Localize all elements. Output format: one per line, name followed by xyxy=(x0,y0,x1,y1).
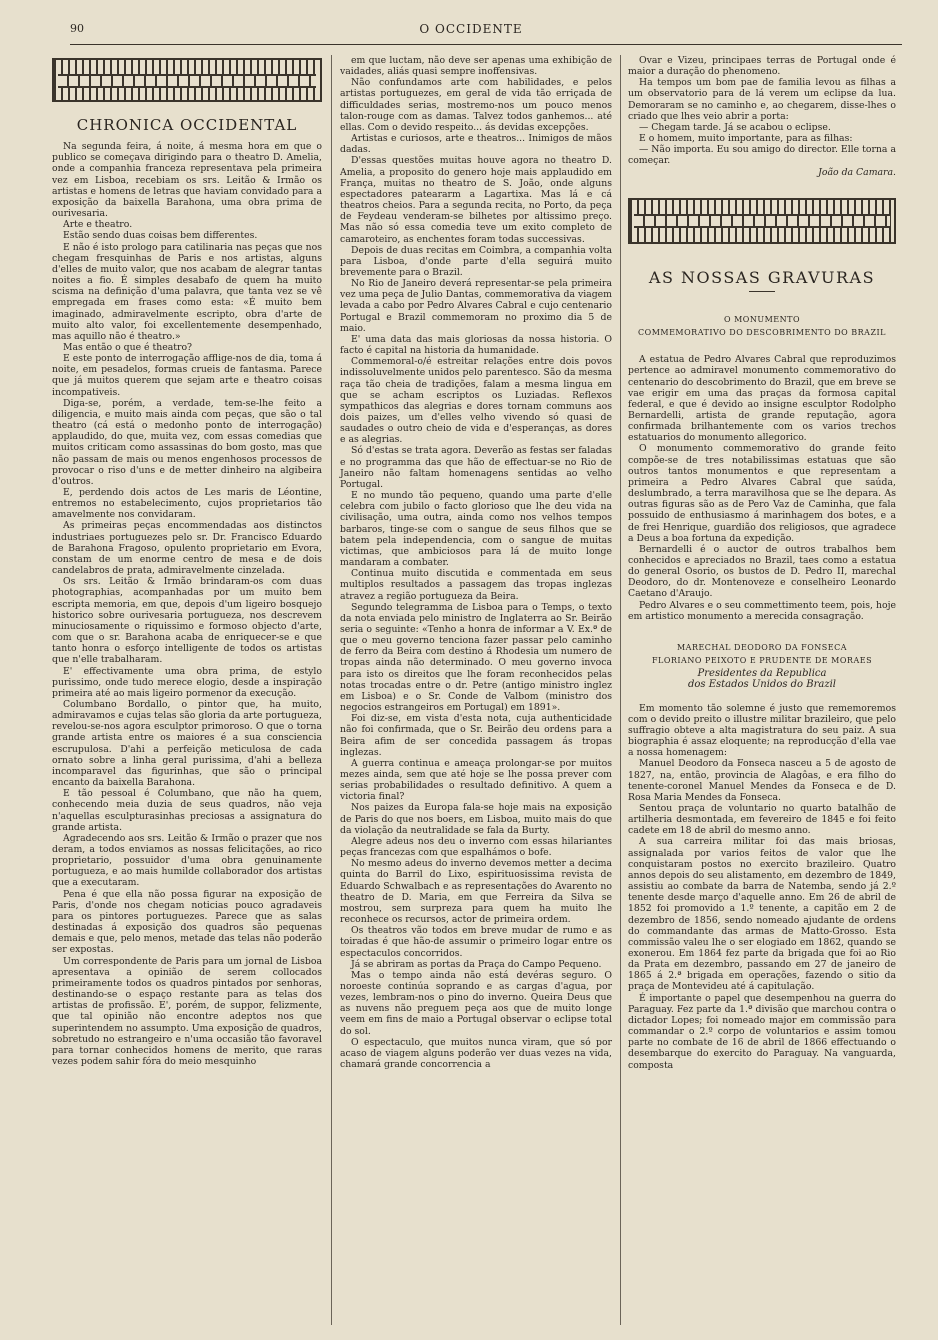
chronica-continued xyxy=(340,55,612,1070)
paragraph: Bernardelli é o auctor de outros trabalhos bem conhecidos e apreciados no Brazil, taes como a estatua do general Osorio, os bustos de D. Pedro II, marechal Deodoro, do dr. Montenoveze e conselheiro Leonardo Caetano d'Araujo. xyxy=(628,543,896,600)
paragraph: Continua muito discutida e commentada em seus multiplos resultados a passagem das tropas inglezas atravez a região portugueza da Beira. xyxy=(340,568,612,602)
paragraph: Na segunda feira, á noite, á mesma hora em que o publico se começava dirigindo para o theatro D. Amelia, onde a companhia franceza representava pela primeira vez em Lisboa, recebiam os srs. Leitão & Irmão os artistas e homens de letras que haviam convidado para a exposição da baixella Barahona, uma obra prima de ourivesaria. xyxy=(52,141,322,220)
paragraph: Ha tempos um bom pae de familia levou as filhas a um observatorio para de lá verem um eclipse da lua. Demoraram se no caminho e, ao chegarem, disse-lhes o criado que lhes veio abrir a porta: xyxy=(628,77,896,122)
paragraph: Nos paizes da Europa fala-se hoje mais na exposição de Paris do que nos boers, em Lisboa, muito mais do que da violação da neutralidade se fala da Burty. xyxy=(340,802,612,836)
paragraph: O espectaculo, que muitos nunca viram, que só por acaso de viagem alguns poderão ver duas vezes na vida, chamará grande concorrencia a xyxy=(340,1036,612,1071)
paragraph: Ovar e Vizeu, principaes terras de Portugal onde é maior a duração do phenomeno. xyxy=(628,55,896,78)
paragraph: Estão sendo duas coisas bem differentes. xyxy=(63,230,258,242)
paragraph: Os srs. Leitão & Irmão brindaram-os com duas photographias, acompanhadas por um muito bem escripta memoria, em que, depois d'um ligeiro bosquejo historico sobre ourivesaria portugueza, nos descrevem minuciosamente o riquissimo e formoso objecto d'arte, com que o sr. Barahona acaba de enriquecer-se e que tanto honra o esforço intelligente de todos os artistas que n'elle trabalharam. xyxy=(52,576,322,666)
paragraph: Segundo telegramma de Lisboa para o Temps, o texto da nota enviada pelo ministro de Inglaterra ao Sr. Beirão seria o seguinte: «Tenho a honra de informar a V. Ex.ª de que o meu governo tenciona fazer passar pelo caminho de ferro da Beira com destino á Rhodesia um numero de tropas ainda não determinado. O meu governo invoca para isto os direitos que lhe foram reconhecidos pelas notas trocadas entre o dr. Petre (antigo ministro inglez em Lisboa) e o Sr. Conde de Valbom (ministro dos negocios estrangeiros em Portugal) em 1891». xyxy=(340,601,612,714)
header-rule xyxy=(70,44,902,45)
paragraph: E este ponto de interrogação afflige-nos de dia, toma á noite, em pesadelos, formas crueis de fantasma. Parece que já muitos querem que sejam arte e theatro coisas incompativeis. xyxy=(52,353,322,398)
chronica-body xyxy=(52,141,322,1067)
divider-dash xyxy=(749,291,775,292)
paragraph: Diga-se, porém, a verdade, tem-se-lhe feito a diligencia, e muito mais ainda com peças, que são o tal theatro (cá está o medonho ponto de interrogação) applaudido, do que, muita vez, com essas comedias que muitos criticam como assassinas do bom gosto, mas que não passam de mais ou menos engenhosos processos de provocar o riso d'uns e de metter dinheiro na algibeira d'outros. xyxy=(52,397,322,487)
paragraph: A guerra continua e ameaça prolongar-se por muitos mezes ainda, sem que até hoje se lhe possa prever com serias probabilidades o resultado definitivo. A quem a victoria final? xyxy=(340,757,612,803)
paragraph: A estatua de Pedro Alvares Cabral que reproduzimos pertence ao admiravel monumento commemorativo do centenario do descobrimento do Brazil, que em breve se vae erigir em uma das praças da formosa capital federal, e que é devido ao insigne esculptor Rodolpho Bernardelli, artista de grande reputação, agora confirmada brilhantemente com os varios trechos estatuarios do monumento allegorico. xyxy=(628,354,896,444)
journal-title: O OCCIDENTE xyxy=(419,22,523,36)
paragraph: D'essas questões muitas houve agora no theatro D. Amelia, a proposito do genero hoje mais applaudido em França, muitas no theatro de S. João, onde alguns espectadores pateararm a Lagartixa. Mas lá e cá theatros cheios. Para a segunda recita, no Porto, da peça de Feydeau venderam-se bilhetes por altissimo preço. Mas não só essa comedia teve um exito completo de camaroteiro, as enchentes foram todas successivas. xyxy=(340,155,612,245)
paragraph: E' uma data das mais gloriosas da nossa historia. O facto é capital na historia da humanidade. xyxy=(340,333,612,357)
caption-line: MARECHAL DEODORO DA FONSECA xyxy=(676,642,848,652)
gravura-description xyxy=(628,354,896,622)
decorative-ornament xyxy=(52,58,322,102)
paragraph: A sua carreira militar foi das mais briosas, assignalada por varios feitos de valor que lhe conquistaram postos no exercito brazileiro. Quatro annos depois do seu alistamento, em dezembro de 1849, assistiu ao combate da barra de Natemba, sendo já 2.º tenente desde março d'aquelle anno. Em 26 de abril de 1852 foi promovido a 1.º tenente, a capitão em 2 de dezembro de 1856, sendo nomeado ajudante de ordens do commandante das armas de Matto-Grosso. Esta commissão valeu lhe o ser elogiado em 1862, quando se exonerou. Em 1864 fez parte da brigada que foi ao Rio da Prata em dezembro, passando em 27 de janeiro de 1865 á 2.ª brigada em operações, fazendo o sitio da praça de Montevideu até á capitulação. xyxy=(628,836,896,993)
biography-body xyxy=(628,703,896,1071)
paragraph: Artistas e curiosos, arte e theatros... Inimigos de mãos dadas. xyxy=(340,133,612,156)
caption-line: O MONUMENTO xyxy=(723,314,801,324)
paragraph: Agradecendo aos srs. Leitão & Irmão o prazer que nos deram, a todos enviamos as nossas felicitações, ao rico proprietario, possuidor d'uma obra genuinamente portugueza, e ao mais humilde collaborador dos artistas que a executaram. xyxy=(52,832,322,889)
paragraph: E o homem, muito importante, para as filhas: xyxy=(639,133,853,145)
paragraph: E' effectivamente uma obra prima, de estylo purissimo, onde tudo merece elogio, desde a inspiração primeira até ao mais ligeiro pormenor da execução. xyxy=(52,665,322,699)
paragraph: Alegre adeus nos deu o inverno com essas hilariantes peças francezas com que espalhámos o bofe. xyxy=(340,835,612,859)
paragraph: E tão pessoal é Columbano, que não ha quem, conhecendo meia duzia de seus quadros, não veja n'aquellas esculpturasinhas preciosas a assignatura do grande artista. xyxy=(52,788,322,833)
paragraph: Foi diz-se, em vista d'esta nota, cuja authenticidade não foi confirmada, que o Sr. Beirão deu ordens para a Beira afim de ser concedida passagem ás tropas inglezas. xyxy=(340,713,612,758)
paragraph: No Rio de Janeiro deverá representar-se pela primeira vez uma peça de Julio Dantas, commemorativa da viagem levada a cabo por Pedro Alvares Cabral e cujo centenario Portugal e Brazil commemoram no proximo dia 5 de maio. xyxy=(340,278,612,334)
paragraph: E no mundo tão pequeno, quando uma parte d'elle celebra com jubilo o facto glorioso que lhe deu vida na civilisação, uma outra, ainda como nos velhos tempos barbaros, tinge-se com o sangue de seus filhos que se batem pela independencia, com o sangue de muitas victimas, que ambiciosos para lá de muito longe mandaram a combater. xyxy=(340,490,612,569)
paragraph: É importante o papel que desempenhou na guerra do Paraguay. Fez parte da 1.ª divisão que marchou contra o dictador Lopes; foi nomeado major em commissão para commandar o 2.º corpo de voluntarios e assim tomou parte no combate de 16 de abril de 1866 effectuando o desembarque do exercito do Paraguay. Na vanguarda, composta xyxy=(628,992,896,1071)
paragraph: Mas então o que é theatro? xyxy=(63,341,193,353)
paragraph: Já se abriram as portas da Praça do Campo Pequeno. xyxy=(351,958,602,970)
section-title: AS NOSSAS GRAVURAS xyxy=(648,267,876,287)
paragraph: Pedro Alvares e o seu commettimento teem, pois, hoje em artistico monumento a merecida consagração. xyxy=(628,599,896,622)
paragraph: Um correspondente de Paris para um jornal de Lisboa apresentava a opinião de serem collocados primeiramente todos os quadros pintados por senhoras, destinando-se o espaço restante para as telas dos artistas de profissão. E', porém, de suppor, felizmente, que tal opinião não encontre adeptos nos que superintendem no assumpto. Uma exposição de quadros, sobretudo no estrangeiro e n'uma occasião tão favoravel para tornar conhecidos homens de merito, que raras vezes podem sahir fóra do meio mesquinho xyxy=(52,955,322,1067)
paragraph: Commemoral-o/é estreitar relações entre dois povos indissoluvelmente unidos pelo parentesco. São da mesma raça tão cheia de tradições, falam a mesma lingua em que se acham escriptos os Luziadas. Reflexos sympathicos das alegrias e dores tornam communs aos dois paizes, um d'elles velho vivendo só quasi de saudades o outro cheio de vida e d'esperanças, as dores e as alegrias. xyxy=(340,356,612,446)
paragraph: Arte e theatro. xyxy=(63,219,133,231)
paragraph: O monumento commemorativo do grande feito compõe-se de tres notabilissimas estatuas que são outros tantos monumentos e que representam a primeira a Pedro Alvares Cabral que saúda, deslumbrado, a terra maravilhosa que se lhe depara. As outras figuras são as de Pero Vaz de Caminha, que fala possuido de enthusiasmo á marinhagem dos botes, e a de frei Henrique, guardião dos religiosos, que agradece a Deus a boa fortuna da expedição. xyxy=(628,443,896,544)
column-3 xyxy=(628,55,896,1071)
paragraph: As primeiras peças encommendadas aos distinctos industriaes portuguezes pelo sr. Dr. Francisco Eduardo de Barahona Fragoso, opulento proprietario em Evora, constam de um enorme centro de mesa e de dois candelabros de prata, admiravelmente cinzelada. xyxy=(52,520,322,577)
paragraph: — Não importa. Eu sou amigo do director. Elle torna a começar. xyxy=(628,144,896,167)
paragraph: Manuel Deodoro da Fonseca nasceu a 5 de agosto de 1827, na, então, provincia de Alagôas, e era filho do tenente-coronel Manuel Mendes da Fonseca e de D. Rosa Maria Mendes da Fonseca. xyxy=(628,758,896,803)
paragraph: Columbano Bordallo, o pintor que, ha muito, admiravamos e cujas telas são gloria da arte portugueza, revelou-se-nos agora esculptor primoroso. O que o torna grande artista entre os maiores é a sua consciencia escrupulosa. D'ahi a perfeição meticulosa de cada ornato sobre a linha geral purissima, d'ahi a belleza incomparavel das figurinhas, que são o principal encanto da baixella Barahona. xyxy=(52,698,322,789)
chronica-end xyxy=(628,55,896,167)
paragraph: Mas o tempo ainda não está devéras seguro. O noroeste continúa soprando e as cargas d'agua, por vezes, lembram-nos o pino do inverno. Queira Deus que as nuvens não preguem peça aos que de muito longe veem em fins de maio a Portugal observar o eclipse total do sol. xyxy=(340,969,612,1037)
paragraph: Os theatros vão todos em breve mudar de rumo e as toiradas é que hão-de assumir o primeiro logar entre os espectaculos concorridos. xyxy=(340,925,612,959)
paragraph: — Chegam tarde. Já se acabou o eclipse. xyxy=(639,121,831,133)
paragraph: Depois de duas recitas em Coimbra, a companhia volta para Lisboa, d'onde parte d'ella seguirá muito brevemente para o Brazil. xyxy=(340,244,612,278)
paragraph: E, perdendo dois actos de Les maris de Léontine, entremos no estabelecimento, cujos proprietarios tão amavelmente nos convidaram. xyxy=(52,487,322,521)
page-header xyxy=(40,14,902,48)
column-2 xyxy=(340,55,612,1070)
dedication-line: Presidentes da Republica xyxy=(697,668,827,680)
column-divider xyxy=(620,55,621,1325)
paragraph: Pena é que ella não possa figurar na exposição de Paris, d'onde nos chegam noticias pouco agradaveis para os pintores portuguezes. Parece que as salas destinadas á exposição dos quadros são pequenas demais e que, pelo menos, metade das telas não poderão ser expostas. xyxy=(52,888,322,956)
paragraph: No mesmo adeus do inverno devemos metter a decima quinta do Barril do Lixo, espirituosissima revista de Eduardo Schwalbach e as representações do Avarento no theatro de D. Maria, em que Ferreira da Silva se mostrou, sem surpreza para quem ha muito lhe reconhece os recursos, actor de primeira ordem. xyxy=(340,858,612,926)
section-title: CHRONICA OCCIDENTAL xyxy=(76,116,298,134)
paragraph: E não é isto prologo para catilinaria nas peças que nos chegam fresquinhas de Paris e nos artistas, alguns d'elles de muito valor, que nos acabam de alegrar tantas noites a fio. É simples desabafo de quem ha muito scisma na definição d'uma palavra, que tanta vez se vê empregada em frases como esta: «É muito bem imaginado, admiravelmente escripto, obra d'arte de muito alto valor, foi excellentemente desempenhado, mas aquillo não é theatro.» xyxy=(52,241,322,342)
paragraph: Sentou praça de voluntario no quarto batalhão de artilheria desmontada, em fevereiro de 1845 e foi feito cadete em 18 de abril do mesmo anno. xyxy=(628,802,896,837)
paragraph: Só d'estas se trata agora. Deverão as festas ser faladas e no programma das que hão de effectuar-se no Rio de Janeiro não faltam homenagens sentidas ao velho Portugal. xyxy=(340,445,612,490)
dedication-line: dos Estados Unidos do Brazil xyxy=(687,679,837,691)
paragraph: em que luctam, não deve ser apenas uma exhibição de vaidades, aliás quasi sempre inoffensivas. xyxy=(340,55,612,78)
decorative-ornament xyxy=(628,198,896,244)
author-signature: João da Camara. xyxy=(818,166,896,178)
paragraph: Não confundamos arte com habilidades, e pelos artistas portuguezes, em geral de vida tão erriçada de difficuldades serias, mostremo-nos um pouco menos talon-rouge com as damas. Talvez todos ganhemos... até ellas. Com o devido respeito... ás devidas excepções. xyxy=(340,77,612,133)
caption-line: FLORIANO PEIXOTO E PRUDENTE DE MORAES xyxy=(651,656,873,666)
caption-line: COMMEMORATIVO DO DESCOBRIMENTO DO BRAZIL xyxy=(638,328,886,338)
column-1 xyxy=(52,55,322,1067)
column-divider xyxy=(331,55,332,1325)
page-number: 90 xyxy=(70,22,84,35)
paragraph: Em momento tão solemne é justo que rememoremos com o devido preito o illustre militar brazileiro, que pelo suffragio obteve a alta magistratura do seu paiz. A sua biographia é assaz eloquente; na reproducção d'ella vae a nossa homenagem: xyxy=(628,702,896,759)
